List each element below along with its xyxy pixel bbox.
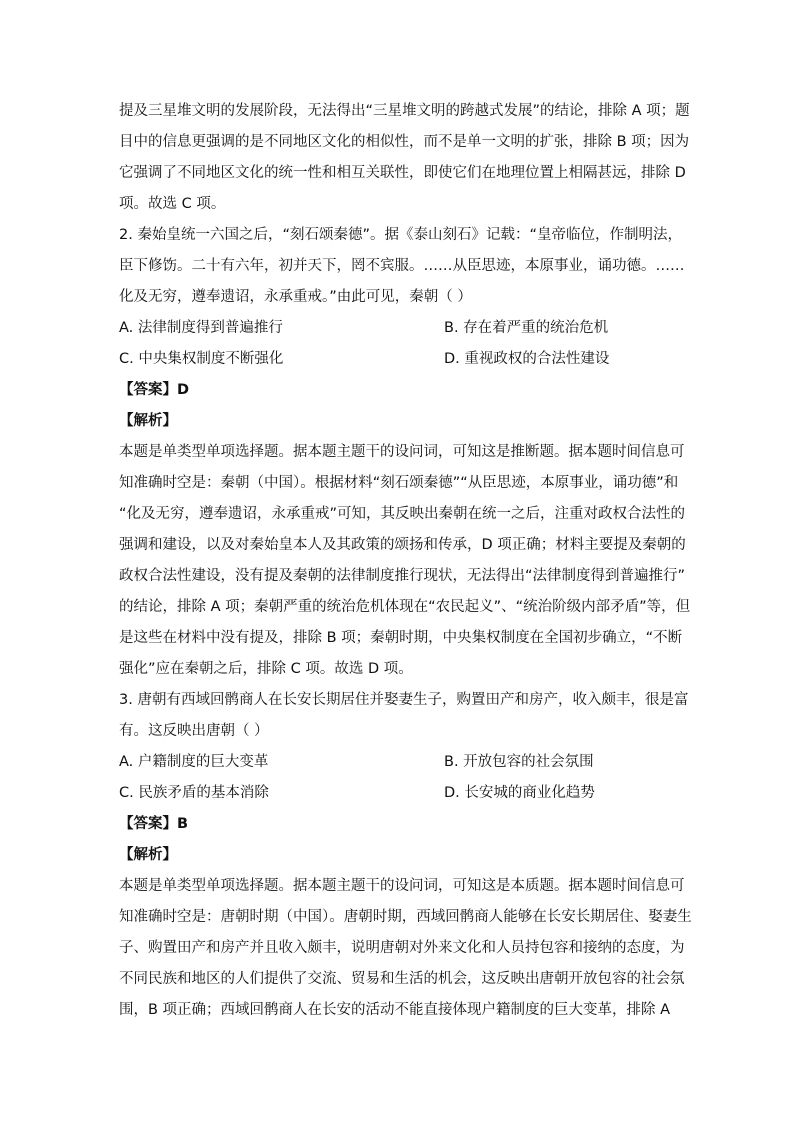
text-line: 它强调了不同地区文化的统一性和相互关联性，即使它们在地理位置上相隔甚远，排除 D [119, 165, 686, 181]
analysis-line: 子、购置田产和房产并且收入颇丰，说明唐朝对外来文化和人员持包容和接纳的态度，为 [119, 940, 685, 956]
analysis-line: 知准确时空是：唐朝时期（中国）。唐朝时期，西域回鹘商人能够在长安长期居住、娶妻生 [119, 909, 692, 925]
question-stem-line: 3. 唐朝有西域回鹘商人在长安长期居住并娶妻生子，购置田产和房产，收入颇丰，很是富 [119, 692, 689, 708]
option-a: A. 户籍制度的巨大变革 [119, 754, 269, 770]
options-row [119, 313, 675, 344]
analysis-line: “化及无穷，遵奉遗诏，永承重戒”可知，其反映出秦朝在统一之后，注重对政权合法性的 [119, 506, 686, 522]
analysis-line: 不同民族和地区的人们提供了交流、贸易和生活的机会，这反映出唐朝开放包容的社会氛 [119, 971, 685, 987]
option-c: C. 民族矛盾的基本消除 [119, 785, 269, 801]
question-stem-line: 化及无穷，遵奉遗诏，永承重戒。”由此可见，秦朝（ ） [119, 289, 472, 305]
question-3 [119, 685, 692, 1026]
question-stem-line: 有。这反映出唐朝（ ） [119, 723, 269, 739]
text-line: 提及三星堆文明的发展阶段，无法得出“三星堆文明的跨越式发展”的结论，排除 A 项；题 [119, 103, 690, 119]
analysis-line: 本题是单类型单项选择题。据本题主题干的设问词，可知这是推断题。据本题时间信息可 [119, 444, 685, 460]
analysis-line: 强调和建设，以及对秦始皇本人及其政策的颂扬和传承，D 项正确；材料主要提及秦朝的 [119, 537, 686, 553]
option-d: D. 长安城的商业化趋势 [444, 785, 595, 801]
analysis-line: 围，B 项正确；西域回鹘商人在长安的活动不能直接体现户籍制度的巨大变革，排除 A [119, 1002, 671, 1018]
text-line: 目中的信息更强调的是不同地区文化的相似性，而不是单一文明的扩张，排除 B 项；因为 [119, 134, 690, 150]
option-c: C. 中央集权制度不断强化 [119, 351, 284, 367]
option-b: B. 开放包容的社会氛围 [444, 754, 594, 770]
page-content [119, 96, 692, 1026]
analysis-line: 强化”应在秦朝之后，排除 C 项。故选 D 项。 [119, 661, 413, 677]
text-line: 项。故选 C 项。 [119, 196, 226, 212]
answer-label: 【答案】D [119, 382, 190, 398]
analysis-line: 是这些在材料中没有提及，排除 B 项；秦朝时期，中央集权制度在全国初步确立，“不断 [119, 630, 683, 646]
answer-label: 【答案】B [119, 816, 189, 832]
analysis-line: 的结论，排除 A 项；秦朝严重的统治危机体现在“农民起义”、“统治阶级内部矛盾”等，但 [119, 599, 691, 615]
analysis-heading: 【解析】 [119, 847, 177, 863]
analysis-line: 本题是单类型单项选择题。据本题主题干的设问词，可知这是本质题。据本题时间信息可 [119, 878, 685, 894]
question-stem-line: 臣下修饬。二十有六年，初并天下，罔不宾服。……从臣思迹，本原事业，诵功德。…… [119, 258, 685, 274]
analysis-heading: 【解析】 [119, 413, 177, 429]
analysis-line: 知准确时空是：秦朝（中国）。根据材料“刻石颂秦德”“从臣思迹，本原事业，诵功德”和 [119, 475, 679, 491]
question-stem-line: 2. 秦始皇统一六国之后，“刻石颂秦德”。据《泰山刻石》记载：“皇帝临位，作制明法， [119, 227, 682, 243]
option-b: B. 存在着严重的统治危机 [444, 320, 609, 336]
option-a: A. 法律制度得到普遍推行 [119, 320, 283, 336]
options-row [119, 344, 675, 375]
options-row [119, 747, 675, 778]
question-2 [119, 220, 691, 685]
options-row [119, 778, 675, 809]
previous-analysis-continuation [119, 96, 690, 220]
option-d: D. 重视政权的合法性建设 [444, 351, 610, 367]
analysis-line: 政权合法性建设，没有提及秦朝的法律制度推行现状，无法得出“法律制度得到普遍推行” [119, 568, 686, 584]
